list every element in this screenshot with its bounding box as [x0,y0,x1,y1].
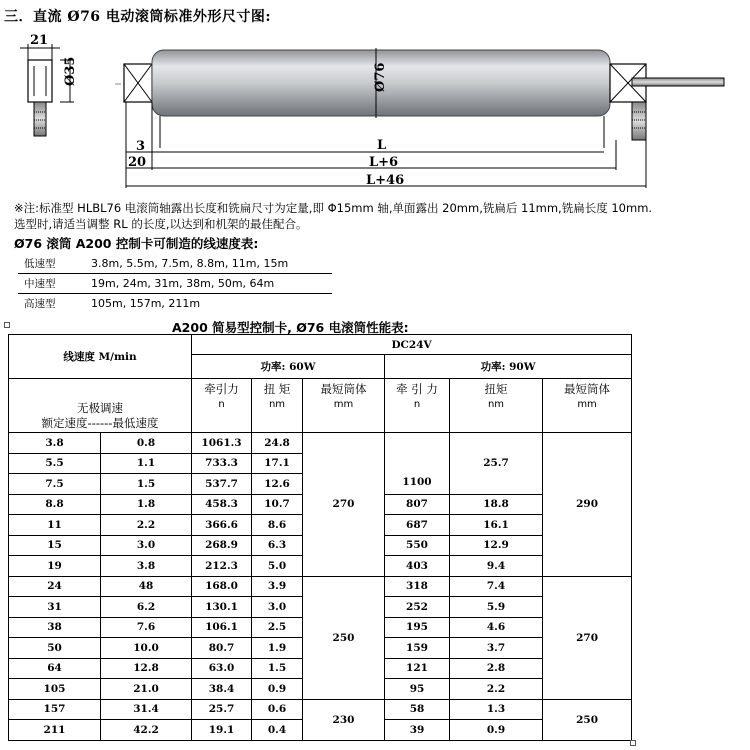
cell-min-speed: 3.8 [101,556,192,577]
cell-pull-60w: 25.7 [192,699,252,720]
cell-min-speed: 1.1 [101,453,192,474]
cell-rated-speed: 24 [9,576,101,597]
col-pull-60 [192,379,252,433]
cell-rated-speed: 8.8 [9,494,101,515]
dim-76-label: Ø76 [373,62,388,92]
col-torque-90 [450,379,543,433]
cell-torque-60w: 0.4 [252,720,303,741]
cell-rated-speed: 19 [9,556,101,577]
cell-min-length-90w: 250 [543,699,632,740]
cell-torque-60w: 0.9 [252,679,303,700]
cell-pull-60w: 168.0 [192,576,252,597]
cell-pull-90w: 687 [385,515,450,536]
header-stepless [9,379,192,433]
col-torque-60-label: 扭 矩 [263,382,291,396]
cell-min-length-60w: 270 [303,433,385,577]
roller-body [115,48,724,188]
table-row [9,699,632,720]
cell-torque-90w: 4.6 [450,617,543,638]
cell-min-length-60w: 230 [303,699,385,740]
cell-rated-speed: 105 [9,679,101,700]
cell-pull-90w: 195 [385,617,450,638]
col-pull-90 [385,379,450,433]
cell-torque-60w: 3.0 [252,597,303,618]
cell-pull-60w: 366.6 [192,515,252,536]
cell-min-speed: 1.8 [101,494,192,515]
cell-pull-60w: 38.4 [192,679,252,700]
cell-pull-90w: 39 [385,720,450,741]
col-len-90 [543,379,632,433]
cell-pull-60w: 19.1 [192,720,252,741]
cell-torque-90w: 25.7 [450,433,543,495]
performance-table-wrapper [8,334,631,746]
dim-3-label: 3 [136,139,146,154]
performance-table-body [9,433,632,741]
cell-pull-90w: 403 [385,556,450,577]
speed-row-values: 19m, 24m, 31m, 38m, 50m, 64m [85,274,332,294]
stepless-label: 无极调速 [77,401,123,415]
cell-pull-60w: 268.9 [192,535,252,556]
cell-torque-90w: 18.8 [450,494,543,515]
table-anchor-marker [4,322,10,328]
col-len-60-label: 最短筒体 [320,382,367,396]
cell-torque-60w: 1.5 [252,658,303,679]
cell-torque-90w: 2.8 [450,658,543,679]
cell-rated-speed: 3.8 [9,433,101,454]
cell-pull-60w: 63.0 [192,658,252,679]
cell-min-speed: 6.2 [101,597,192,618]
cell-torque-60w: 12.6 [252,474,303,495]
speed-table-title: Ø76 滚筒 A200 控制卡可制造的线速度表: [14,236,259,251]
col-pull-90-label: 牵 引 力 [396,382,438,396]
cell-min-speed: 42.2 [101,720,192,741]
cell-torque-60w: 3.9 [252,576,303,597]
header-speed: 线速度 M/min [9,335,192,379]
cell-rated-speed: 31 [9,597,101,618]
cell-pull-90w: 807 [385,494,450,515]
cell-pull-90w: 1100 [385,433,450,495]
cell-pull-90w: 58 [385,699,450,720]
performance-table [8,334,632,741]
cell-pull-90w: 159 [385,638,450,659]
speed-row-values: 3.8m, 5.5m, 7.5m, 8.8m, 11m, 15m [85,254,332,274]
cell-rated-speed: 50 [9,638,101,659]
cell-rated-speed: 5.5 [9,453,101,474]
cell-pull-60w: 80.7 [192,638,252,659]
col-len-60 [303,379,385,433]
cell-min-speed: 7.6 [101,617,192,638]
cell-torque-90w: 3.7 [450,638,543,659]
col-torque-60 [252,379,303,433]
cell-torque-60w: 2.5 [252,617,303,638]
cell-torque-90w: 16.1 [450,515,543,536]
cell-min-speed: 2.2 [101,515,192,536]
cell-torque-60w: 1.9 [252,638,303,659]
cell-rated-speed: 38 [9,617,101,638]
table-row [9,576,632,597]
speed-table [18,254,332,313]
speed-row [18,254,332,274]
rated-min-label: 额定速度------最低速度 [41,416,159,430]
speed-row-values: 105m, 157m, 211m [91,297,201,310]
cell-rated-speed: 64 [9,658,101,679]
cell-torque-90w: 1.3 [450,699,543,720]
cell-rated-speed: 7.5 [9,474,101,495]
table-end-marker [630,740,636,746]
cell-pull-60w: 1061.3 [192,433,252,454]
dim-L-label: L [377,138,387,153]
cell-min-speed: 1.5 [101,474,192,495]
header-voltage: DC24V [192,335,632,355]
speed-row-label: 低速型 [18,254,85,274]
cell-torque-60w: 5.0 [252,556,303,577]
cell-torque-90w: 2.2 [450,679,543,700]
speed-row [18,294,332,314]
page-heading: 三．直流 Ø76 电动滚筒标准外形尺寸图: [4,9,272,25]
cell-torque-60w: 6.3 [252,535,303,556]
col-pull-60-unit: n [218,399,225,410]
speed-row-label: 高速型 [24,298,56,310]
cell-rated-speed: 11 [9,515,101,536]
roller-dimension-drawing [0,0,750,200]
cell-min-length-90w: 290 [543,433,632,577]
col-torque-60-unit: nm [268,399,286,410]
cell-rated-speed: 15 [9,535,101,556]
dim-35-label: Ø35 [63,56,78,86]
performance-table-title: A200 简易型控制卡, Ø76 电滚筒性能表: [172,320,409,335]
cell-pull-90w: 318 [385,576,450,597]
cell-min-speed: 12.8 [101,658,192,679]
cell-torque-60w: 24.8 [252,433,303,454]
cell-torque-90w: 5.9 [450,597,543,618]
col-len-90-unit: mm [577,399,597,410]
cell-pull-60w: 733.3 [192,453,252,474]
cell-torque-90w: 9.4 [450,556,543,577]
dim-L6-label: L+6 [369,155,399,170]
cell-pull-60w: 458.3 [192,494,252,515]
cell-torque-60w: 0.6 [252,699,303,720]
cell-pull-60w: 106.1 [192,617,252,638]
cell-min-length-60w: 250 [303,576,385,699]
cell-torque-90w: 12.9 [450,535,543,556]
cell-pull-60w: 130.1 [192,597,252,618]
note-line-1: ※注:标准型 HLBL76 电滚筒轴露出长度和铣扁尺寸为定量,即 Φ15mm 轴,单面露出 20mm,铣扁后 11mm,铣扁长度 10mm. [14,201,653,215]
cell-pull-60w: 212.3 [192,556,252,577]
cell-min-length-90w: 270 [543,576,632,699]
cell-torque-90w: 0.9 [450,720,543,741]
cell-torque-60w: 8.6 [252,515,303,536]
speed-row-label: 中速型 [18,274,85,294]
cell-min-speed: 3.0 [101,535,192,556]
header-power-60w: 功率: 60W [192,355,385,379]
cell-rated-speed: 157 [9,699,101,720]
col-pull-60-label: 牵引力 [204,382,239,396]
dim-L46-label: L+46 [366,173,405,188]
col-pull-90-unit: n [413,399,421,410]
cell-torque-60w: 10.7 [252,494,303,515]
cell-rated-speed: 211 [9,720,101,741]
cell-min-speed: 31.4 [101,699,192,720]
cell-torque-90w: 7.4 [450,576,543,597]
col-torque-90-label: 扭矩 [484,382,508,396]
cell-pull-90w: 252 [385,597,450,618]
header-power-90w: 功率: 90W [385,355,632,379]
col-torque-90-unit: nm [487,399,505,410]
cell-min-speed: 10.0 [101,638,192,659]
col-len-90-label: 最短筒体 [564,382,611,396]
cell-min-speed: 48 [101,576,192,597]
table-row [9,433,632,454]
cell-pull-60w: 537.7 [192,474,252,495]
col-len-60-unit: mm [333,399,354,410]
dim-20-label: 20 [128,155,147,170]
dim-21-label: 21 [30,33,49,48]
cell-pull-90w: 95 [385,679,450,700]
cell-torque-60w: 17.1 [252,453,303,474]
cell-pull-90w: 550 [385,535,450,556]
speed-row [18,274,332,294]
note-line-2: 选型时,请适当调整 RL 的长度,以达到和机架的最佳配合。 [14,217,308,231]
cell-min-speed: 21.0 [101,679,192,700]
cell-pull-90w: 121 [385,658,450,679]
cell-min-speed: 0.8 [101,433,192,454]
